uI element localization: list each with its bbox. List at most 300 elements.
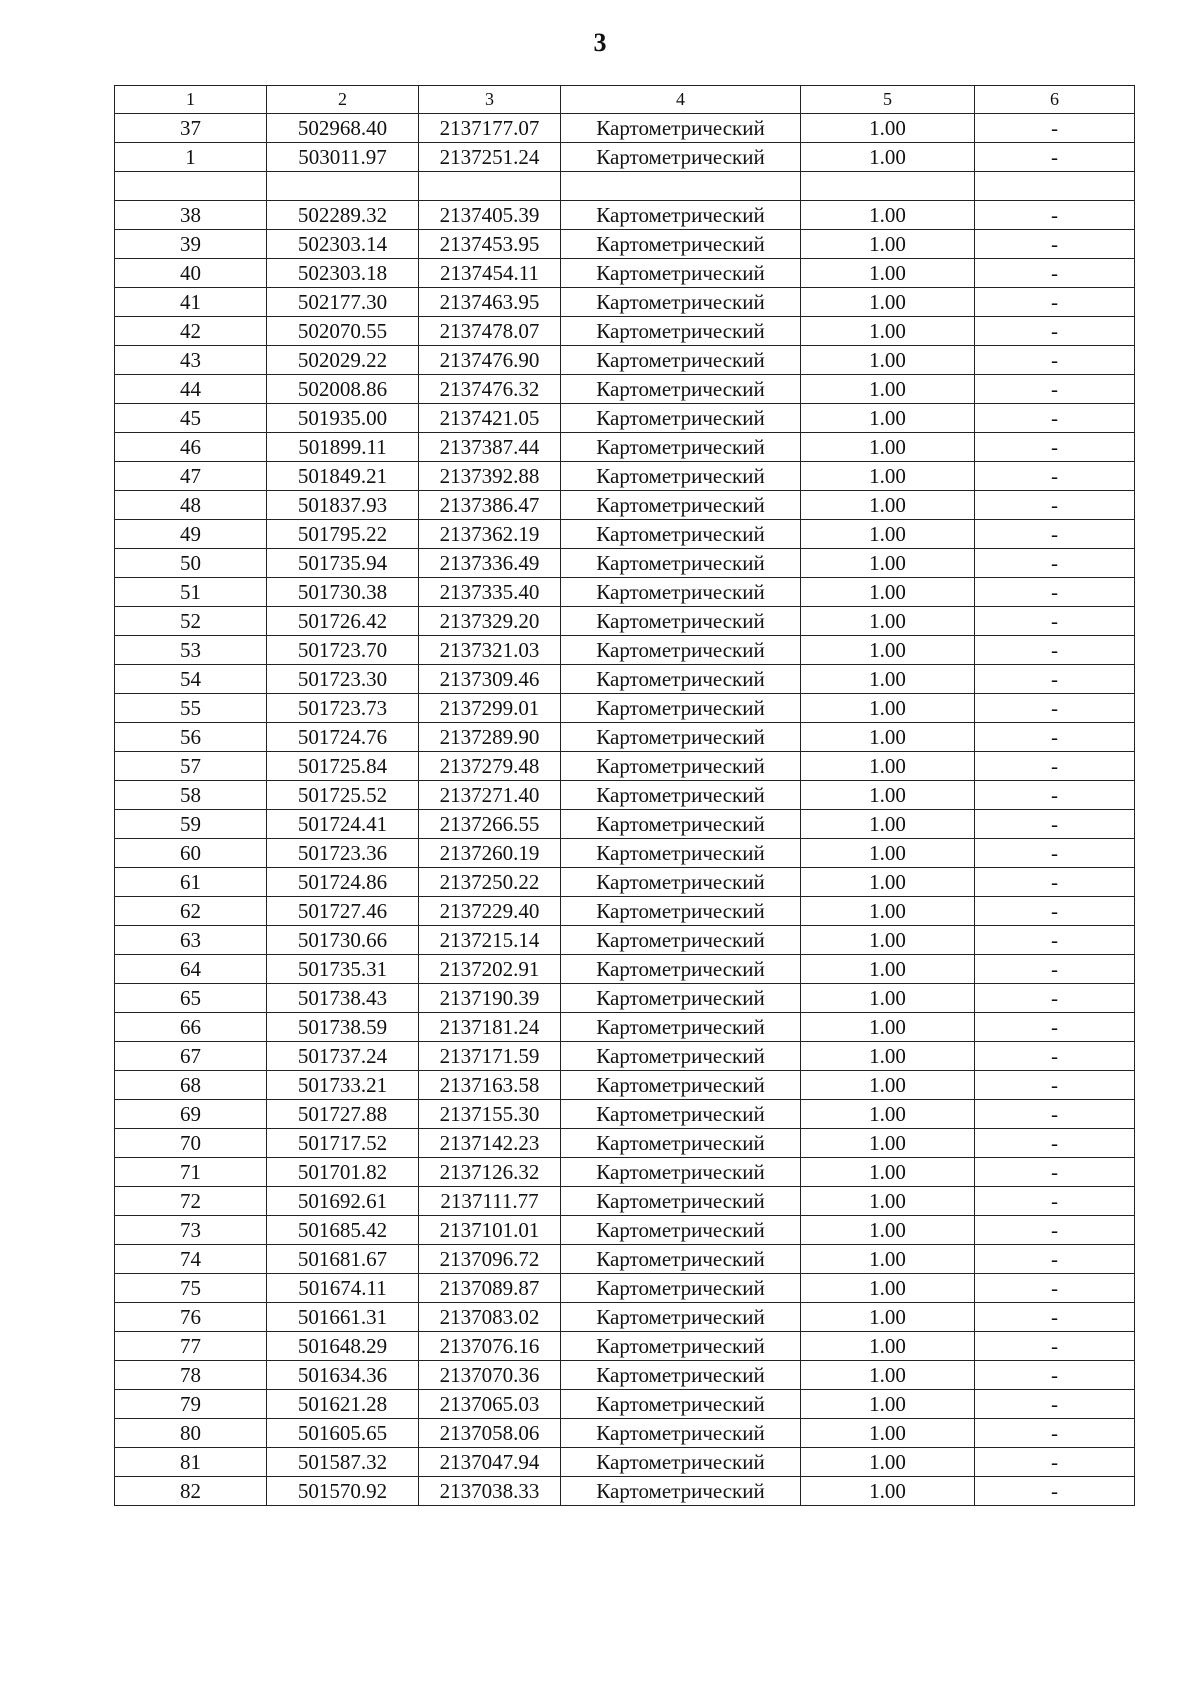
accuracy-cell: 1.00 — [801, 984, 975, 1013]
accuracy-cell: 1.00 — [801, 636, 975, 665]
x-coordinate-cell: 501723.70 — [267, 636, 419, 665]
x-coordinate-cell: 502070.55 — [267, 317, 419, 346]
method-cell: Картометрический — [561, 868, 801, 897]
x-coordinate-cell: 501849.21 — [267, 462, 419, 491]
y-coordinate-cell: 2137392.88 — [419, 462, 561, 491]
accuracy-cell: 1.00 — [801, 665, 975, 694]
accuracy-cell: 1.00 — [801, 578, 975, 607]
accuracy-cell: 1.00 — [801, 1100, 975, 1129]
x-coordinate-cell: 501733.21 — [267, 1071, 419, 1100]
x-coordinate-cell: 502303.14 — [267, 230, 419, 259]
accuracy-cell: 1.00 — [801, 520, 975, 549]
note-cell: - — [975, 143, 1135, 172]
method-cell: Картометрический — [561, 1071, 801, 1100]
method-cell: Картометрический — [561, 317, 801, 346]
method-cell: Картометрический — [561, 781, 801, 810]
method-cell: Картометрический — [561, 1332, 801, 1361]
column-header: 4 — [561, 86, 801, 114]
y-coordinate-cell: 2137229.40 — [419, 897, 561, 926]
x-coordinate-cell: 501723.73 — [267, 694, 419, 723]
method-cell: Картометрический — [561, 810, 801, 839]
table-row — [115, 433, 1135, 462]
y-coordinate-cell: 2137250.22 — [419, 868, 561, 897]
note-cell: - — [975, 1303, 1135, 1332]
method-cell: Картометрический — [561, 1448, 801, 1477]
accuracy-cell: 1.00 — [801, 433, 975, 462]
y-coordinate-cell: 2137289.90 — [419, 723, 561, 752]
x-coordinate-cell: 501717.52 — [267, 1129, 419, 1158]
method-cell: Картометрический — [561, 375, 801, 404]
point-number-cell: 71 — [115, 1158, 267, 1187]
point-number-cell: 48 — [115, 491, 267, 520]
table-row — [115, 1129, 1135, 1158]
x-coordinate-cell: 501738.43 — [267, 984, 419, 1013]
table-row — [115, 578, 1135, 607]
accuracy-cell: 1.00 — [801, 1448, 975, 1477]
accuracy-cell: 1.00 — [801, 752, 975, 781]
point-number-cell: 43 — [115, 346, 267, 375]
method-cell: Картометрический — [561, 984, 801, 1013]
y-coordinate-cell: 2137336.49 — [419, 549, 561, 578]
point-number-cell: 55 — [115, 694, 267, 723]
y-coordinate-cell: 2137076.16 — [419, 1332, 561, 1361]
table-row — [115, 114, 1135, 143]
y-coordinate-cell: 2137111.77 — [419, 1187, 561, 1216]
table-row — [115, 868, 1135, 897]
table-row — [115, 1100, 1135, 1129]
x-coordinate-cell: 501727.46 — [267, 897, 419, 926]
method-cell: Картометрический — [561, 1361, 801, 1390]
note-cell: - — [975, 549, 1135, 578]
column-header: 6 — [975, 86, 1135, 114]
point-number-cell: 40 — [115, 259, 267, 288]
x-coordinate-cell: 501735.31 — [267, 955, 419, 984]
y-coordinate-cell: 2137070.36 — [419, 1361, 561, 1390]
method-cell: Картометрический — [561, 926, 801, 955]
method-cell: Картометрический — [561, 549, 801, 578]
accuracy-cell: 1.00 — [801, 1419, 975, 1448]
point-number-cell: 73 — [115, 1216, 267, 1245]
point-number-cell: 38 — [115, 201, 267, 230]
accuracy-cell: 1.00 — [801, 868, 975, 897]
table-row — [115, 1419, 1135, 1448]
method-cell: Картометрический — [561, 1216, 801, 1245]
accuracy-cell: 1.00 — [801, 114, 975, 143]
x-coordinate-cell: 501730.38 — [267, 578, 419, 607]
table-row — [115, 665, 1135, 694]
note-cell: - — [975, 491, 1135, 520]
note-cell: - — [975, 1013, 1135, 1042]
y-coordinate-cell: 2137177.07 — [419, 114, 561, 143]
x-coordinate-cell: 501795.22 — [267, 520, 419, 549]
note-cell: - — [975, 578, 1135, 607]
table-header-row — [115, 86, 1135, 114]
point-number-cell: 59 — [115, 810, 267, 839]
point-number-cell: 78 — [115, 1361, 267, 1390]
x-coordinate-cell: 501681.67 — [267, 1245, 419, 1274]
point-number-cell: 51 — [115, 578, 267, 607]
method-cell: Картометрический — [561, 259, 801, 288]
method-cell: Картометрический — [561, 491, 801, 520]
y-coordinate-cell: 2137190.39 — [419, 984, 561, 1013]
accuracy-cell: 1.00 — [801, 694, 975, 723]
x-coordinate-cell: 501692.61 — [267, 1187, 419, 1216]
point-number-cell — [115, 172, 267, 201]
point-number-cell: 57 — [115, 752, 267, 781]
coordinates-table — [114, 85, 1135, 1506]
note-cell: - — [975, 1129, 1135, 1158]
x-coordinate-cell: 502289.32 — [267, 201, 419, 230]
point-number-cell: 67 — [115, 1042, 267, 1071]
note-cell: - — [975, 955, 1135, 984]
note-cell: - — [975, 897, 1135, 926]
y-coordinate-cell: 2137476.90 — [419, 346, 561, 375]
method-cell: Картометрический — [561, 1274, 801, 1303]
point-number-cell: 70 — [115, 1129, 267, 1158]
accuracy-cell: 1.00 — [801, 1303, 975, 1332]
accuracy-cell: 1.00 — [801, 404, 975, 433]
accuracy-cell: 1.00 — [801, 1216, 975, 1245]
method-cell: Картометрический — [561, 723, 801, 752]
note-cell: - — [975, 1245, 1135, 1274]
x-coordinate-cell: 501725.84 — [267, 752, 419, 781]
y-coordinate-cell: 2137362.19 — [419, 520, 561, 549]
y-coordinate-cell: 2137202.91 — [419, 955, 561, 984]
note-cell: - — [975, 1216, 1135, 1245]
note-cell: - — [975, 259, 1135, 288]
method-cell — [561, 172, 801, 201]
note-cell: - — [975, 201, 1135, 230]
note-cell: - — [975, 1187, 1135, 1216]
point-number-cell: 53 — [115, 636, 267, 665]
note-cell: - — [975, 1042, 1135, 1071]
note-cell: - — [975, 636, 1135, 665]
accuracy-cell: 1.00 — [801, 1361, 975, 1390]
table-row — [115, 694, 1135, 723]
point-number-cell: 69 — [115, 1100, 267, 1129]
table-row — [115, 1332, 1135, 1361]
y-coordinate-cell: 2137047.94 — [419, 1448, 561, 1477]
table-row — [115, 607, 1135, 636]
table-row — [115, 375, 1135, 404]
x-coordinate-cell: 502177.30 — [267, 288, 419, 317]
method-cell: Картометрический — [561, 201, 801, 230]
table-row — [115, 781, 1135, 810]
note-cell: - — [975, 404, 1135, 433]
point-number-cell: 39 — [115, 230, 267, 259]
method-cell: Картометрический — [561, 1100, 801, 1129]
y-coordinate-cell: 2137478.07 — [419, 317, 561, 346]
accuracy-cell: 1.00 — [801, 1332, 975, 1361]
x-coordinate-cell: 501570.92 — [267, 1477, 419, 1506]
accuracy-cell — [801, 172, 975, 201]
accuracy-cell: 1.00 — [801, 549, 975, 578]
note-cell — [975, 172, 1135, 201]
x-coordinate-cell: 501723.30 — [267, 665, 419, 694]
method-cell: Картометрический — [561, 636, 801, 665]
accuracy-cell: 1.00 — [801, 317, 975, 346]
table-row — [115, 1013, 1135, 1042]
note-cell: - — [975, 288, 1135, 317]
y-coordinate-cell: 2137271.40 — [419, 781, 561, 810]
note-cell: - — [975, 723, 1135, 752]
accuracy-cell: 1.00 — [801, 230, 975, 259]
y-coordinate-cell: 2137309.46 — [419, 665, 561, 694]
column-header: 2 — [267, 86, 419, 114]
method-cell: Картометрический — [561, 955, 801, 984]
note-cell: - — [975, 114, 1135, 143]
note-cell: - — [975, 781, 1135, 810]
x-coordinate-cell: 502968.40 — [267, 114, 419, 143]
y-coordinate-cell: 2137260.19 — [419, 839, 561, 868]
accuracy-cell: 1.00 — [801, 1274, 975, 1303]
y-coordinate-cell: 2137155.30 — [419, 1100, 561, 1129]
point-number-cell: 41 — [115, 288, 267, 317]
note-cell: - — [975, 375, 1135, 404]
point-number-cell: 37 — [115, 114, 267, 143]
table-row — [115, 1158, 1135, 1187]
note-cell: - — [975, 1332, 1135, 1361]
note-cell: - — [975, 752, 1135, 781]
accuracy-cell: 1.00 — [801, 1390, 975, 1419]
accuracy-cell: 1.00 — [801, 1245, 975, 1274]
x-coordinate-cell: 501648.29 — [267, 1332, 419, 1361]
accuracy-cell: 1.00 — [801, 346, 975, 375]
y-coordinate-cell: 2137405.39 — [419, 201, 561, 230]
method-cell: Картометрический — [561, 346, 801, 375]
point-number-cell: 77 — [115, 1332, 267, 1361]
x-coordinate-cell — [267, 172, 419, 201]
table-row — [115, 491, 1135, 520]
note-cell: - — [975, 1448, 1135, 1477]
method-cell: Картометрический — [561, 1187, 801, 1216]
note-cell: - — [975, 1071, 1135, 1100]
x-coordinate-cell: 501730.66 — [267, 926, 419, 955]
table-row — [115, 143, 1135, 172]
point-number-cell: 52 — [115, 607, 267, 636]
point-number-cell: 75 — [115, 1274, 267, 1303]
point-number-cell: 62 — [115, 897, 267, 926]
table-row — [115, 839, 1135, 868]
table-row — [115, 1245, 1135, 1274]
table-row — [115, 1187, 1135, 1216]
method-cell: Картометрический — [561, 230, 801, 259]
y-coordinate-cell: 2137453.95 — [419, 230, 561, 259]
accuracy-cell: 1.00 — [801, 201, 975, 230]
accuracy-cell: 1.00 — [801, 1187, 975, 1216]
y-coordinate-cell: 2137058.06 — [419, 1419, 561, 1448]
note-cell: - — [975, 1390, 1135, 1419]
accuracy-cell: 1.00 — [801, 926, 975, 955]
accuracy-cell: 1.00 — [801, 1129, 975, 1158]
y-coordinate-cell: 2137251.24 — [419, 143, 561, 172]
accuracy-cell: 1.00 — [801, 607, 975, 636]
column-header: 5 — [801, 86, 975, 114]
y-coordinate-cell: 2137065.03 — [419, 1390, 561, 1419]
y-coordinate-cell: 2137096.72 — [419, 1245, 561, 1274]
point-number-cell: 82 — [115, 1477, 267, 1506]
table-row — [115, 317, 1135, 346]
table-row — [115, 404, 1135, 433]
x-coordinate-cell: 501634.36 — [267, 1361, 419, 1390]
x-coordinate-cell: 501899.11 — [267, 433, 419, 462]
method-cell: Картометрический — [561, 839, 801, 868]
note-cell: - — [975, 1158, 1135, 1187]
point-number-cell: 63 — [115, 926, 267, 955]
x-coordinate-cell: 502303.18 — [267, 259, 419, 288]
table-body — [115, 86, 1135, 1506]
table-row — [115, 201, 1135, 230]
x-coordinate-cell: 501735.94 — [267, 549, 419, 578]
accuracy-cell: 1.00 — [801, 1013, 975, 1042]
point-number-cell: 47 — [115, 462, 267, 491]
point-number-cell: 46 — [115, 433, 267, 462]
method-cell: Картометрический — [561, 1303, 801, 1332]
x-coordinate-cell: 503011.97 — [267, 143, 419, 172]
x-coordinate-cell: 501837.93 — [267, 491, 419, 520]
y-coordinate-cell: 2137089.87 — [419, 1274, 561, 1303]
note-cell: - — [975, 433, 1135, 462]
accuracy-cell: 1.00 — [801, 723, 975, 752]
note-cell: - — [975, 1419, 1135, 1448]
table-row — [115, 1448, 1135, 1477]
y-coordinate-cell: 2137038.33 — [419, 1477, 561, 1506]
method-cell: Картометрический — [561, 1042, 801, 1071]
x-coordinate-cell: 502008.86 — [267, 375, 419, 404]
note-cell: - — [975, 839, 1135, 868]
y-coordinate-cell: 2137163.58 — [419, 1071, 561, 1100]
x-coordinate-cell: 501661.31 — [267, 1303, 419, 1332]
x-coordinate-cell: 501587.32 — [267, 1448, 419, 1477]
method-cell: Картометрический — [561, 607, 801, 636]
table-row — [115, 723, 1135, 752]
point-number-cell: 64 — [115, 955, 267, 984]
method-cell: Картометрический — [561, 694, 801, 723]
table-row — [115, 230, 1135, 259]
method-cell: Картометрический — [561, 1013, 801, 1042]
accuracy-cell: 1.00 — [801, 781, 975, 810]
x-coordinate-cell: 501737.24 — [267, 1042, 419, 1071]
table-row — [115, 1303, 1135, 1332]
method-cell: Картометрический — [561, 752, 801, 781]
accuracy-cell: 1.00 — [801, 491, 975, 520]
table-row — [115, 1477, 1135, 1506]
x-coordinate-cell: 502029.22 — [267, 346, 419, 375]
note-cell: - — [975, 346, 1135, 375]
x-coordinate-cell: 501605.65 — [267, 1419, 419, 1448]
x-coordinate-cell: 501724.76 — [267, 723, 419, 752]
method-cell: Картометрический — [561, 288, 801, 317]
note-cell: - — [975, 868, 1135, 897]
method-cell: Картометрический — [561, 897, 801, 926]
note-cell: - — [975, 926, 1135, 955]
note-cell: - — [975, 984, 1135, 1013]
point-number-cell: 50 — [115, 549, 267, 578]
accuracy-cell: 1.00 — [801, 1071, 975, 1100]
y-coordinate-cell: 2137083.02 — [419, 1303, 561, 1332]
method-cell: Картометрический — [561, 1419, 801, 1448]
accuracy-cell: 1.00 — [801, 810, 975, 839]
table-row — [115, 984, 1135, 1013]
point-number-cell: 74 — [115, 1245, 267, 1274]
accuracy-cell: 1.00 — [801, 143, 975, 172]
point-number-cell: 65 — [115, 984, 267, 1013]
point-number-cell: 80 — [115, 1419, 267, 1448]
x-coordinate-cell: 501674.11 — [267, 1274, 419, 1303]
x-coordinate-cell: 501724.86 — [267, 868, 419, 897]
method-cell: Картометрический — [561, 1477, 801, 1506]
point-number-cell: 72 — [115, 1187, 267, 1216]
y-coordinate-cell: 2137335.40 — [419, 578, 561, 607]
x-coordinate-cell: 501727.88 — [267, 1100, 419, 1129]
note-cell: - — [975, 462, 1135, 491]
accuracy-cell: 1.00 — [801, 955, 975, 984]
note-cell: - — [975, 1100, 1135, 1129]
x-coordinate-cell: 501726.42 — [267, 607, 419, 636]
y-coordinate-cell: 2137299.01 — [419, 694, 561, 723]
accuracy-cell: 1.00 — [801, 1158, 975, 1187]
table-row — [115, 462, 1135, 491]
y-coordinate-cell: 2137387.44 — [419, 433, 561, 462]
y-coordinate-cell: 2137101.01 — [419, 1216, 561, 1245]
accuracy-cell: 1.00 — [801, 288, 975, 317]
page-number: 3 — [593, 28, 607, 57]
table-row — [115, 955, 1135, 984]
method-cell: Картометрический — [561, 578, 801, 607]
note-cell: - — [975, 1477, 1135, 1506]
table-row — [115, 520, 1135, 549]
table-row — [115, 897, 1135, 926]
note-cell: - — [975, 665, 1135, 694]
x-coordinate-cell: 501685.42 — [267, 1216, 419, 1245]
accuracy-cell: 1.00 — [801, 897, 975, 926]
table-row — [115, 259, 1135, 288]
method-cell: Картометрический — [561, 462, 801, 491]
y-coordinate-cell: 2137171.59 — [419, 1042, 561, 1071]
point-number-cell: 66 — [115, 1013, 267, 1042]
y-coordinate-cell: 2137421.05 — [419, 404, 561, 433]
x-coordinate-cell: 501723.36 — [267, 839, 419, 868]
accuracy-cell: 1.00 — [801, 259, 975, 288]
y-coordinate-cell: 2137463.95 — [419, 288, 561, 317]
note-cell: - — [975, 317, 1135, 346]
table-row — [115, 1071, 1135, 1100]
table-row — [115, 1361, 1135, 1390]
point-number-cell: 54 — [115, 665, 267, 694]
y-coordinate-cell: 2137321.03 — [419, 636, 561, 665]
x-coordinate-cell: 501725.52 — [267, 781, 419, 810]
accuracy-cell: 1.00 — [801, 462, 975, 491]
accuracy-cell: 1.00 — [801, 1477, 975, 1506]
point-number-cell: 76 — [115, 1303, 267, 1332]
note-cell: - — [975, 607, 1135, 636]
method-cell: Картометрический — [561, 1129, 801, 1158]
method-cell: Картометрический — [561, 404, 801, 433]
method-cell: Картометрический — [561, 520, 801, 549]
table-row — [115, 810, 1135, 839]
y-coordinate-cell: 2137126.32 — [419, 1158, 561, 1187]
x-coordinate-cell: 501701.82 — [267, 1158, 419, 1187]
table-row — [115, 636, 1135, 665]
table-row — [115, 1042, 1135, 1071]
column-header: 3 — [419, 86, 561, 114]
point-number-cell: 56 — [115, 723, 267, 752]
method-cell: Картометрический — [561, 433, 801, 462]
table-row — [115, 549, 1135, 578]
note-cell: - — [975, 1361, 1135, 1390]
accuracy-cell: 1.00 — [801, 1042, 975, 1071]
y-coordinate-cell: 2137142.23 — [419, 1129, 561, 1158]
